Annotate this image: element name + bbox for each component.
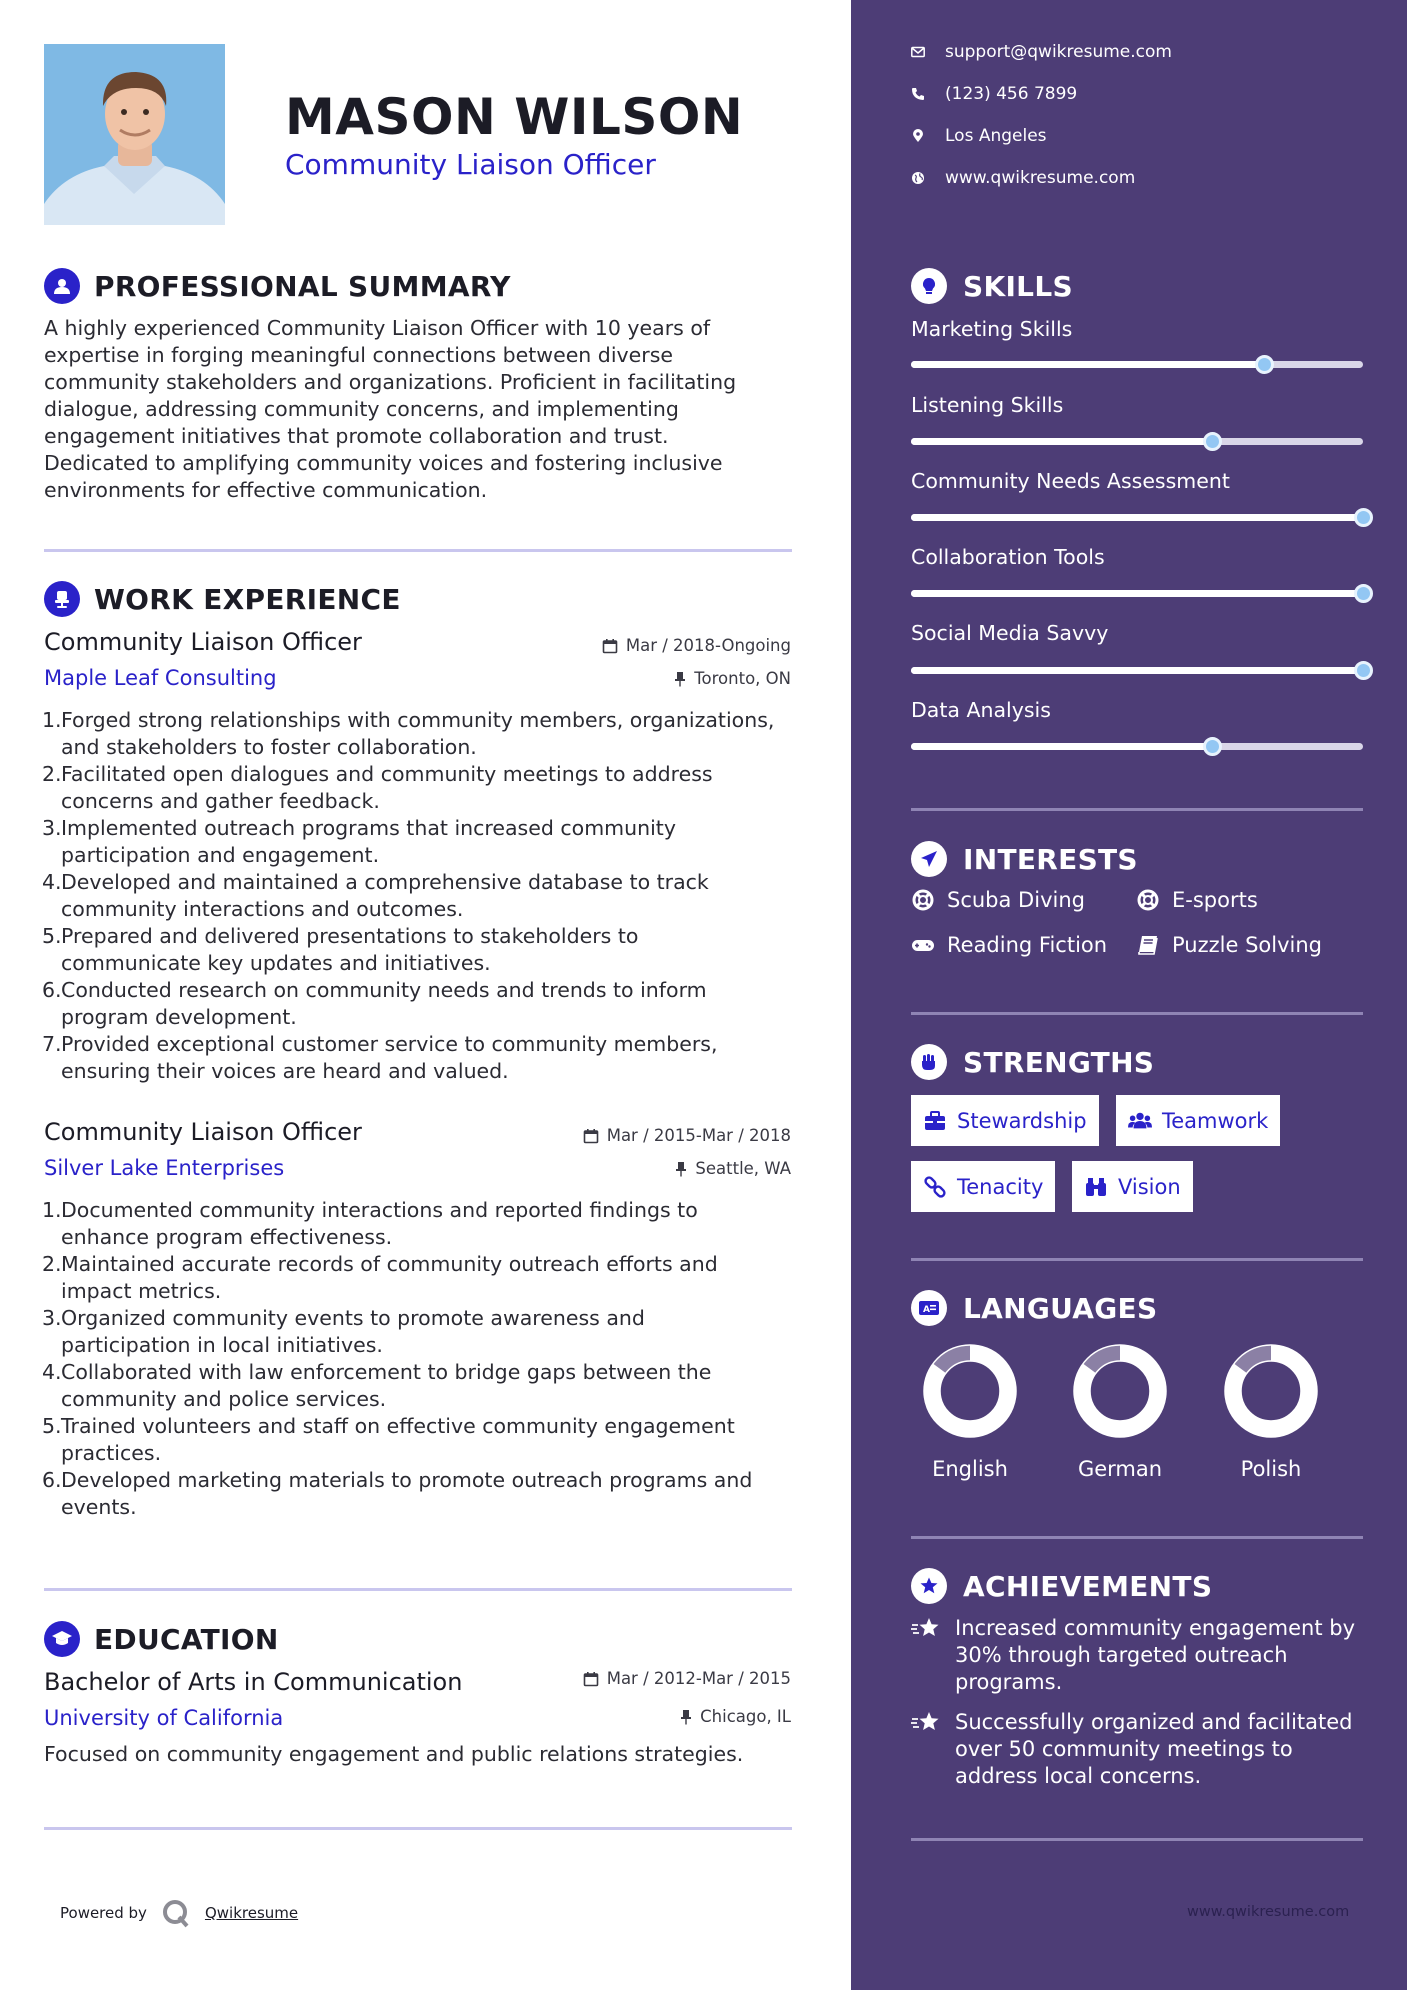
achievement-line: Increased community engagement by [955, 1616, 1356, 1640]
pin-icon [680, 1709, 692, 1725]
briefcase-icon [923, 1109, 947, 1133]
globe-icon [911, 171, 925, 185]
envelope-icon [911, 45, 925, 59]
skill-bar [911, 514, 1363, 521]
list-item: 1. Forged strong relationships with community members, organizations, and stakeholders to foster collaboration. [42, 708, 775, 759]
summary-line: A highly experienced Community Liaison Officer with 10 years of [44, 316, 711, 340]
qwikresume-link[interactable]: Qwikresume [204, 1904, 299, 1922]
achievement-line: over 50 community meetings to [955, 1737, 1293, 1761]
language-icon [911, 1290, 947, 1326]
job-title: Community Liaison Officer [44, 628, 362, 656]
summary-text [44, 315, 764, 504]
section-divider [911, 1258, 1363, 1261]
achievement-item [911, 1615, 1371, 1696]
skill-bar [911, 667, 1363, 674]
experience-title: WORK EXPERIENCE [94, 582, 401, 616]
phone-icon [911, 87, 925, 101]
achievements-title: ACHIEVEMENTS [963, 1569, 1213, 1603]
summary-line: expertise in forging meaningful connections between diverse [44, 343, 673, 367]
skill-fill [911, 667, 1363, 674]
language-ring [922, 1343, 1018, 1439]
contact-phone[interactable]: (123) 456 7899 [911, 84, 1077, 104]
skill-fill [911, 361, 1264, 368]
education-location-text: Chicago, IL [700, 1707, 791, 1726]
job-dates-text: Mar / 2018-Ongoing [625, 636, 791, 655]
skill-knob [1203, 432, 1222, 451]
skill-knob [1255, 355, 1274, 374]
language-label: Polish [1240, 1457, 1302, 1481]
language-item [1060, 1343, 1180, 1481]
language-ring [1072, 1343, 1168, 1439]
strength-badge: Vision [1072, 1161, 1193, 1212]
interests-title: INTERESTS [963, 842, 1138, 876]
skill-name: Marketing Skills [911, 317, 1073, 341]
skill-knob [1203, 737, 1222, 756]
qwikresume-logo-icon [161, 1898, 191, 1928]
section-divider [44, 549, 792, 552]
languages-title: LANGUAGES [963, 1291, 1158, 1325]
interest-item: Reading Fiction [911, 933, 1107, 957]
job-company: Silver Lake Enterprises [44, 1156, 285, 1180]
list-item: 4. Developed and maintained a comprehensive database to track community interactions and outcomes. [42, 870, 709, 921]
strengths-title: STRENGTHS [963, 1045, 1155, 1079]
star-badge-icon [911, 1568, 947, 1604]
user-icon [44, 268, 80, 304]
job-title: Community Liaison Officer [44, 1118, 362, 1146]
language-label: English [932, 1457, 1008, 1481]
strength-badge: Teamwork [1116, 1095, 1280, 1146]
office-chair-icon [44, 581, 80, 617]
job-dates [583, 1126, 791, 1145]
section-divider [911, 1838, 1363, 1841]
summary-title: PROFESSIONAL SUMMARY [94, 269, 511, 303]
achievement-line: address local concerns. [955, 1764, 1202, 1788]
fist-icon [911, 1044, 947, 1080]
summary-line: dialogue, addressing community concerns, and implementing [44, 397, 679, 421]
job-location [675, 1159, 791, 1178]
list-item: 5. Trained volunteers and staff on effective community engagement practices. [42, 1414, 735, 1465]
skill-bar [911, 438, 1363, 445]
skill-name: Data Analysis [911, 698, 1051, 722]
candidate-name: MASON WILSON [285, 88, 744, 146]
list-item: 6. Developed marketing materials to promote outreach programs and events. [42, 1468, 753, 1519]
job-location-text: Toronto, ON [694, 669, 791, 688]
interest-item: E-sports [1136, 888, 1258, 912]
education-heading [44, 1621, 279, 1657]
skill-name: Listening Skills [911, 393, 1064, 417]
section-divider [44, 1827, 792, 1830]
list-item: 6. Conducted research on community needs and trends to inform program development. [42, 978, 707, 1029]
skill-name: Collaboration Tools [911, 545, 1105, 569]
contact-website[interactable]: www.qwikresume.com [911, 168, 1135, 188]
skill-fill [911, 514, 1363, 521]
svg-text:A: A [923, 1305, 930, 1315]
calendar-icon [583, 1671, 599, 1687]
degree-title: Bachelor of Arts in Communication [44, 1668, 463, 1696]
gamepad-icon [911, 933, 935, 957]
lightbulb-icon [911, 268, 947, 304]
list-item: 4. Collaborated with law enforcement to bridge gaps between the community and police services. [42, 1360, 712, 1411]
pin-icon [675, 1161, 687, 1177]
list-item: 2. Maintained accurate records of community outreach efforts and impact metrics. [42, 1252, 718, 1303]
profile-photo [44, 44, 225, 225]
list-item: 3. Implemented outreach programs that increased community participation and engagement. [42, 816, 676, 867]
list-item: 5. Prepared and delivered presentations to stakeholders to communicate key updates and initiatives. [42, 924, 639, 975]
lifebuoy-icon [1136, 888, 1160, 912]
strength-badge: Stewardship [911, 1095, 1099, 1146]
achievement-line: 30% through targeted outreach [955, 1643, 1288, 1667]
binoculars-icon [1084, 1175, 1108, 1199]
language-item [1211, 1343, 1331, 1481]
job-dates [602, 636, 791, 655]
job-dates-text: Mar / 2015-Mar / 2018 [606, 1126, 791, 1145]
skill-bar [911, 361, 1363, 368]
job-location-text: Seattle, WA [695, 1159, 791, 1178]
summary-line: engagement initiatives that promote collaboration and trust. [44, 424, 669, 448]
education-dates-text: Mar / 2012-Mar / 2015 [606, 1669, 791, 1688]
strength-badge: Tenacity [911, 1161, 1055, 1212]
calendar-icon [583, 1128, 599, 1144]
skill-knob [1354, 661, 1373, 680]
contact-email[interactable]: support@qwikresume.com [911, 42, 1172, 62]
summary-heading [44, 268, 511, 304]
map-marker-icon [911, 129, 925, 143]
achievement-line: Successfully organized and facilitated [955, 1710, 1353, 1734]
summary-line: community stakeholders and organizations. Proficient in facilitating [44, 370, 737, 394]
section-divider [911, 1536, 1363, 1539]
users-icon [1128, 1109, 1152, 1133]
paper-plane-icon [911, 841, 947, 877]
list-item: 1. Documented community interactions and reported findings to enhance program effectiveness. [42, 1198, 698, 1249]
skill-fill [911, 743, 1212, 750]
list-item: 7. Provided exceptional customer service to community members, ensuring their voices are heard and valued. [42, 1032, 718, 1083]
pin-icon [674, 671, 686, 687]
interest-item: Scuba Diving [911, 888, 1085, 912]
skill-fill [911, 590, 1363, 597]
powered-by [60, 1898, 298, 1928]
language-label: German [1077, 1457, 1163, 1481]
education-description: Focused on community engagement and public relations strategies. [44, 1742, 744, 1766]
skill-knob [1354, 508, 1373, 527]
calendar-icon [602, 638, 618, 654]
list-item: 2. Facilitated open dialogues and community meetings to address concerns and gather feedback. [42, 762, 713, 813]
skill-bar [911, 590, 1363, 597]
star-icon [911, 1709, 943, 1790]
summary-line: Dedicated to amplifying community voices and fostering inclusive [44, 451, 723, 475]
candidate-role: Community Liaison Officer [285, 148, 656, 181]
footer-url[interactable]: www.qwikresume.com [1187, 1904, 1350, 1920]
powered-by-label: Powered by [60, 1904, 147, 1922]
achievement-item [911, 1709, 1371, 1790]
list-item: 3. Organized community events to promote awareness and participation in local initiatives. [42, 1306, 645, 1357]
book-icon [1136, 933, 1160, 957]
skills-title: SKILLS [963, 269, 1073, 303]
language-ring [1223, 1343, 1319, 1439]
section-divider [44, 1588, 792, 1591]
languages-heading [911, 1290, 1157, 1326]
skill-bar [911, 743, 1363, 750]
job-duties-list [44, 1197, 804, 1521]
education-location [680, 1707, 791, 1726]
summary-line: environments for effective communication. [44, 478, 488, 502]
skills-heading [911, 268, 1073, 304]
section-divider [911, 1012, 1363, 1015]
section-divider [911, 808, 1363, 811]
job-duties-list [44, 707, 804, 1085]
job-location [674, 669, 791, 688]
interests-heading [911, 841, 1138, 877]
education-dates [583, 1669, 791, 1688]
skill-fill [911, 438, 1212, 445]
skill-name: Social Media Savvy [911, 621, 1109, 645]
education-title: EDUCATION [94, 1622, 279, 1656]
achievements-heading [911, 1568, 1212, 1604]
school-name: University of California [44, 1706, 284, 1730]
interest-item: Puzzle Solving [1136, 933, 1322, 957]
contact-location: Los Angeles [911, 126, 1047, 146]
job-company: Maple Leaf Consulting [44, 666, 277, 690]
strengths-heading [911, 1044, 1154, 1080]
graduation-cap-icon [44, 1621, 80, 1657]
experience-heading [44, 581, 401, 617]
star-icon [911, 1615, 943, 1696]
link-icon [923, 1175, 947, 1199]
skill-name: Community Needs Assessment [911, 469, 1230, 493]
lifebuoy-icon [911, 888, 935, 912]
skill-knob [1354, 584, 1373, 603]
language-item [910, 1343, 1030, 1481]
achievement-line: programs. [955, 1670, 1063, 1694]
